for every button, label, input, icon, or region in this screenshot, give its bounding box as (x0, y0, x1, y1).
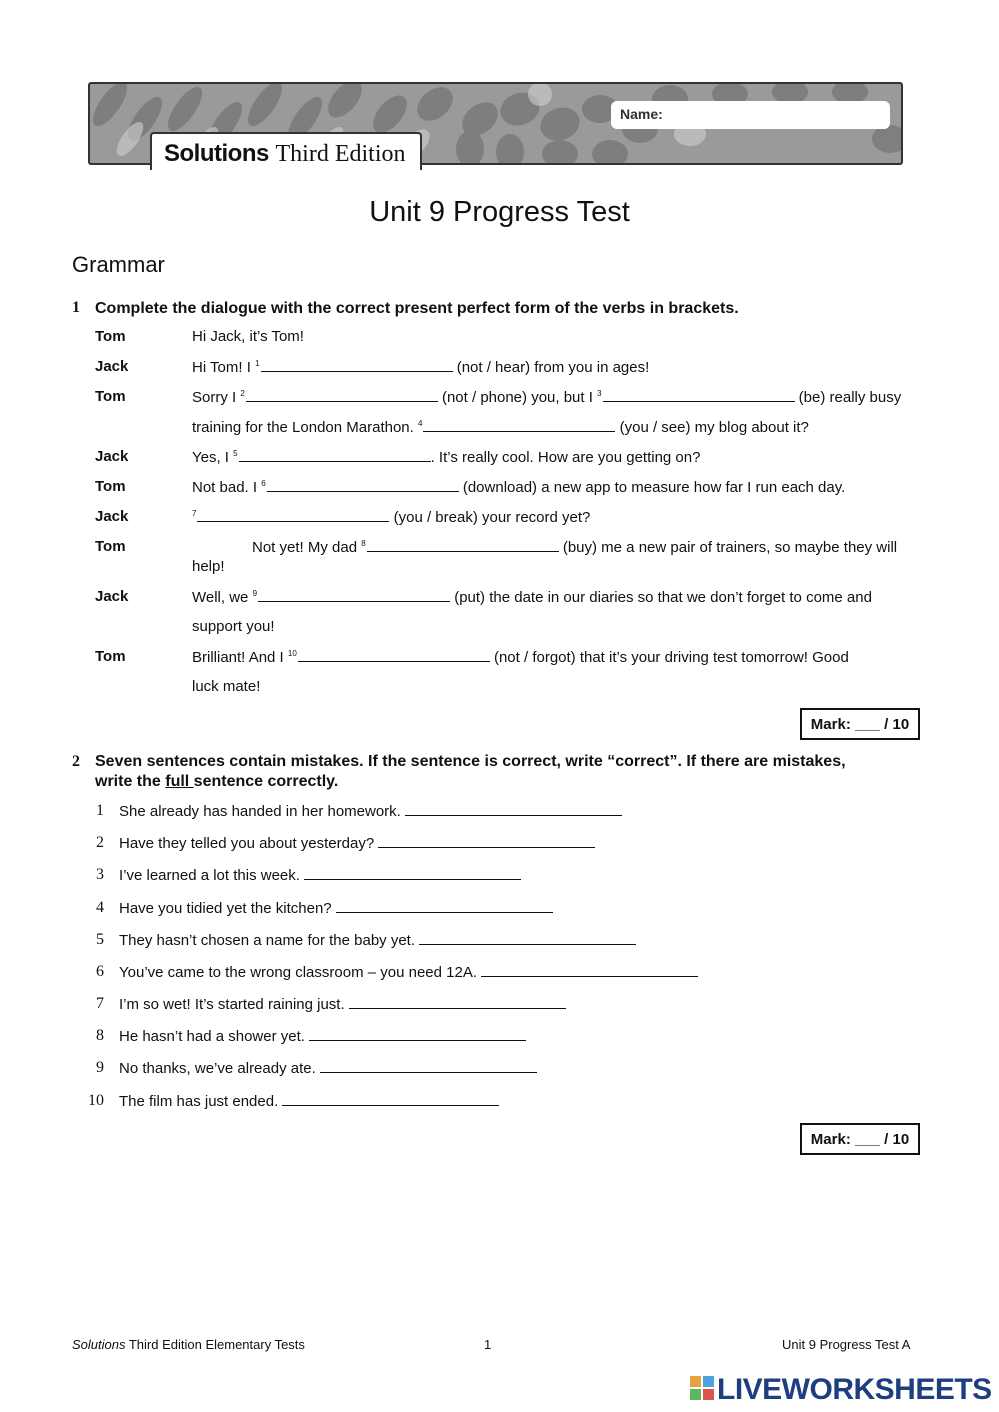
list-item: The film has just ended. (119, 1092, 499, 1110)
sentence-number: 6 (96, 963, 104, 980)
answer-blank[interactable] (349, 995, 566, 1009)
answer-blank[interactable] (282, 1092, 499, 1106)
answer-blank[interactable] (378, 834, 595, 848)
answer-blank[interactable] (309, 1027, 526, 1041)
liveworksheets-logo-icon (690, 1376, 714, 1400)
speaker: Jack (95, 448, 129, 465)
list-item: Have you tidied yet the kitchen? (119, 899, 553, 917)
speaker: Tom (95, 538, 126, 555)
dialogue-line: help! (192, 558, 225, 575)
footer-right: Unit 9 Progress Test A (782, 1337, 911, 1352)
speaker: Jack (95, 588, 129, 605)
answer-blank[interactable] (197, 508, 389, 522)
dialogue-line: Not yet! My dad $^8$ (buy) me a new pair of trainers, so maybe they will (252, 539, 898, 556)
question-instruction: Seven sentences contain mistakes. If the sentence is correct, write “correct”. If there are mistakes, write the full sentence correctly. (95, 753, 846, 790)
answer-blank[interactable] (419, 931, 636, 945)
answer-blank[interactable] (304, 866, 521, 880)
section-heading: Grammar (72, 252, 165, 277)
page-number: 1 (484, 1337, 492, 1352)
answer-blank[interactable] (267, 478, 459, 492)
sentence-number: 4 (96, 899, 104, 916)
sentence-number: 3 (96, 866, 104, 883)
sentence-number: 5 (96, 931, 104, 948)
answer-blank[interactable] (258, 588, 450, 602)
answer-blank[interactable] (261, 358, 453, 372)
dialogue-line: Hi Tom! I $^1$ (not / hear) from you in ages! (192, 359, 650, 376)
speaker: Jack (95, 358, 129, 375)
dialogue-line: Sorry I $^2$ (not / phone) you, but I $^3$ (be) really busy (192, 389, 902, 406)
dialogue-line: $^7$ (you / break) your record yet? (192, 509, 591, 526)
list-item: He hasn’t had a shower yet. (119, 1027, 526, 1045)
speaker: Tom (95, 648, 126, 665)
answer-blank[interactable] (239, 448, 431, 462)
dialogue-line: Brilliant! And I $^{10}$ (not / forgot) that it’s your driving test tomorrow! Good (192, 649, 849, 666)
speaker: Jack (95, 508, 129, 525)
list-item: They hasn’t chosen a name for the baby yet. (119, 931, 636, 949)
name-label: Name: (620, 106, 663, 122)
list-item: She already has handed in her homework. (119, 802, 622, 820)
dialogue-line: support you! (192, 618, 275, 635)
answer-blank[interactable] (603, 388, 795, 402)
page-title: Unit 9 Progress Test (369, 196, 630, 228)
footer-left: Solutions Third Edition Elementary Tests (72, 1337, 305, 1352)
dialogue-line: Well, we $^9$ (put) the date in our diaries so that we don’t forget to come and (192, 589, 872, 606)
name-field[interactable] (611, 101, 890, 129)
sentence-number: 1 (96, 802, 104, 819)
answer-blank[interactable] (423, 418, 615, 432)
question-number: 2 (72, 753, 80, 770)
speaker: Tom (95, 388, 126, 405)
dialogue-line: Hi Jack, it’s Tom! (192, 328, 304, 345)
answer-blank[interactable] (320, 1059, 537, 1073)
sentence-number: 10 (88, 1092, 104, 1109)
mark-box: Mark: ___ / 10 (800, 1123, 920, 1155)
list-item: I’ve learned a lot this week. (119, 866, 521, 884)
liveworksheets-watermark: LIVEWORKSHEETS (690, 1373, 992, 1403)
question-instruction: Complete the dialogue with the correct present perfect form of the verbs in brackets. (95, 300, 739, 317)
sentence-number: 7 (96, 995, 104, 1012)
list-item: I’m so wet! It’s started raining just. (119, 995, 566, 1013)
question-number: 1 (72, 299, 80, 316)
speaker: Tom (95, 328, 126, 345)
answer-blank[interactable] (405, 802, 622, 816)
dialogue-line: training for the London Marathon. $^4$ (you / see) my blog about it? (192, 419, 809, 436)
brand-logo: Solutions Third Edition (150, 132, 422, 170)
sentence-number: 2 (96, 834, 104, 851)
answer-blank[interactable] (336, 899, 553, 913)
dialogue-line: Not bad. I $^6$ (download) a new app to measure how far I run each day. (192, 479, 846, 496)
sentence-number: 9 (96, 1059, 104, 1076)
answer-blank[interactable] (246, 388, 438, 402)
list-item: No thanks, we’ve already ate. (119, 1059, 537, 1077)
dialogue-line: Yes, I $^5$ . It’s really cool. How are you getting on? (192, 449, 701, 466)
answer-blank[interactable] (367, 538, 559, 552)
answer-blank[interactable] (481, 963, 698, 977)
dialogue-line: luck mate! (192, 678, 261, 695)
answer-blank[interactable] (298, 648, 490, 662)
list-item: Have they telled you about yesterday? (119, 834, 595, 852)
speaker: Tom (95, 478, 126, 495)
list-item: You’ve came to the wrong classroom – you need 12A. (119, 963, 698, 981)
mark-box: Mark: ___ / 10 (800, 708, 920, 740)
sentence-number: 8 (96, 1027, 104, 1044)
